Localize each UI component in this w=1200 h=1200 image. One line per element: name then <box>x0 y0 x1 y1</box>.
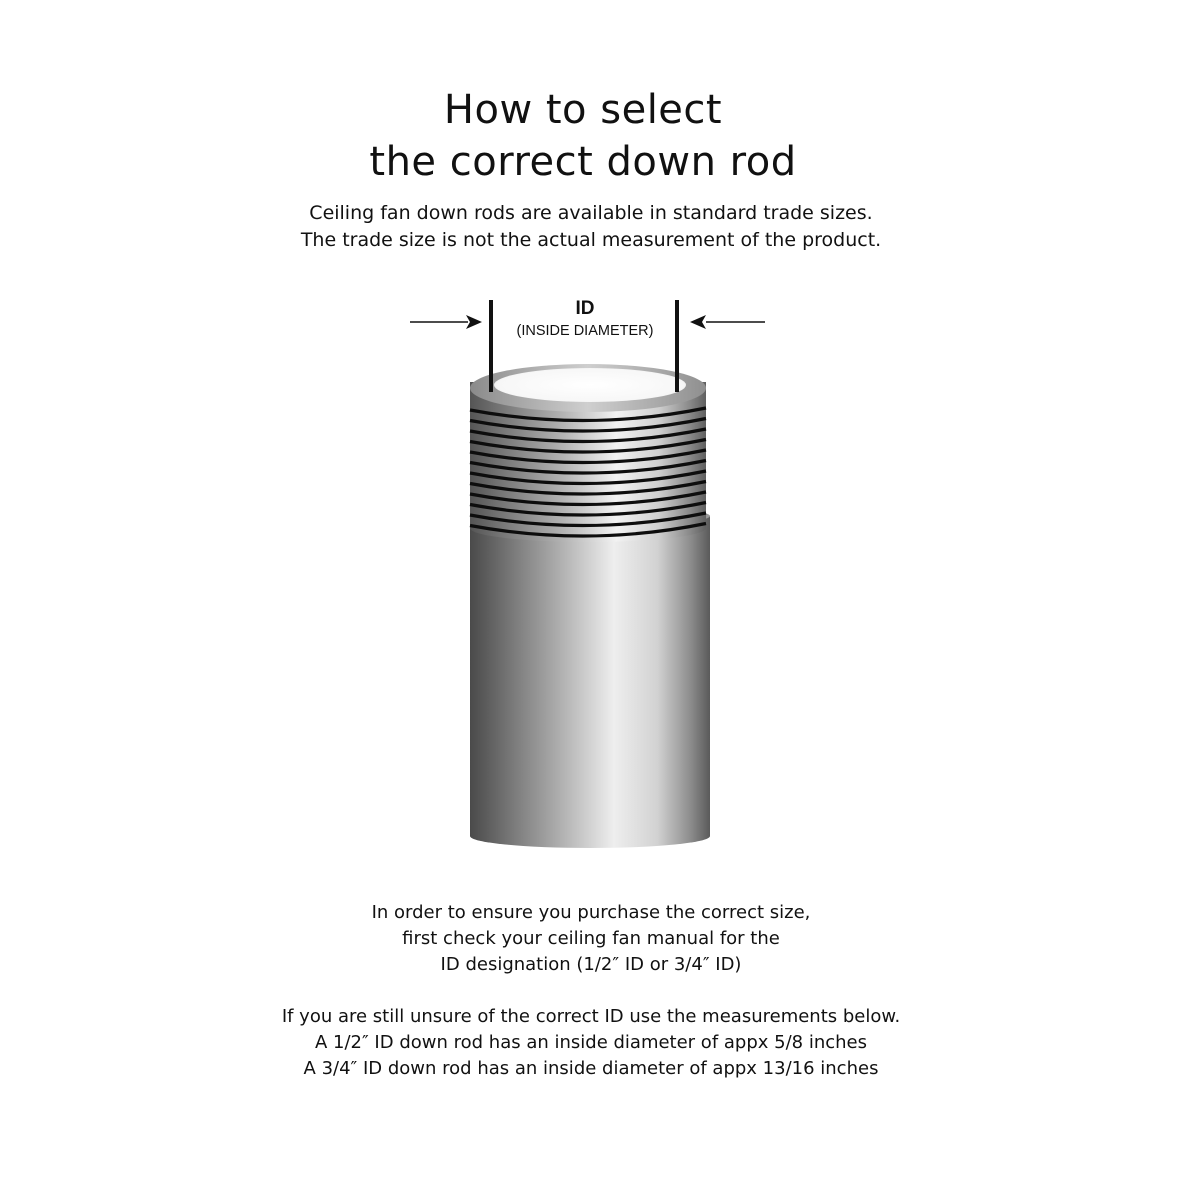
arrow-left-icon <box>690 315 765 329</box>
title-line-2: the correct down rod <box>369 139 797 185</box>
pipe-body <box>470 506 710 848</box>
instruction-line: If you are still unsure of the correct ID use the measurements below. <box>281 1006 901 1027</box>
paragraph-gap <box>0 978 1182 1004</box>
title-line-1: How to select <box>443 87 723 133</box>
instruction-line: A 1/2″ ID down rod has an inside diameter of appx 5/8 inches <box>314 1032 867 1053</box>
instruction-line: A 3/4″ ID down rod has an inside diameter of appx 13/16 inches <box>303 1058 879 1079</box>
intro-line-2: The trade size is not the actual measurement of the product. <box>300 229 882 251</box>
arrow-right-icon <box>410 315 482 329</box>
id-label: ID <box>575 298 595 319</box>
instruction-line: In order to ensure you purchase the correct size, <box>371 902 811 923</box>
instructions-text <box>0 900 1182 1082</box>
instruction-line: ID designation (1/2″ ID or 3/4″ ID) <box>440 954 742 975</box>
instruction-line: first check your ceiling fan manual for the <box>402 928 780 949</box>
pipe-opening <box>470 364 706 412</box>
intro-line-1: Ceiling fan down rods are available in standard trade sizes. <box>309 202 873 224</box>
id-sublabel: (INSIDE DIAMETER) <box>516 323 654 339</box>
